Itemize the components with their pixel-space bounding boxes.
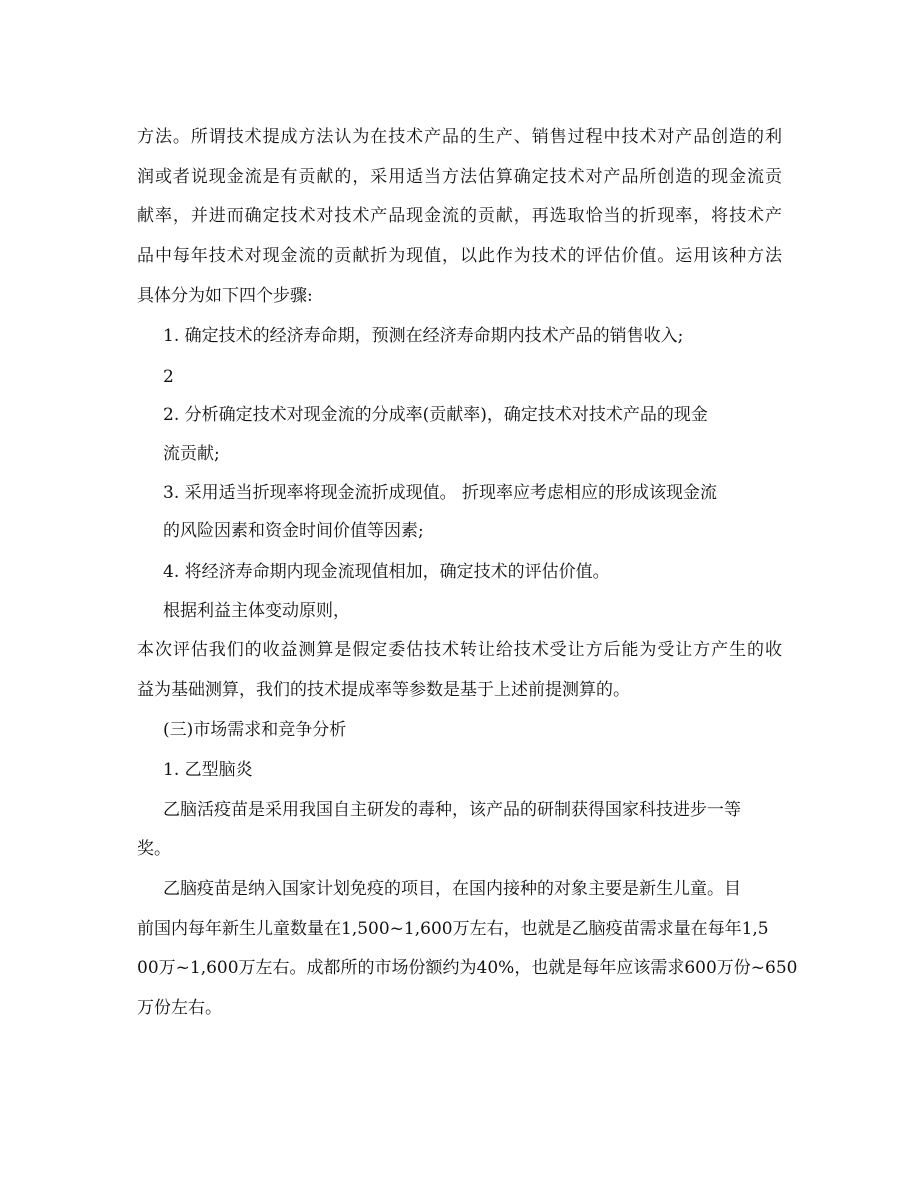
list-item-step-1: 1. 确定技术的经济寿命期，预测在经济寿命期内技术产品的销售收入; (163, 326, 684, 346)
section-heading: (三)市场需求和竞争分析 (163, 720, 347, 740)
paragraph-line: 品中每年技术对现金流的贡献折为现值，以此作为技术的评估价值。运用该种方法 (137, 246, 782, 266)
paragraph-line: 本次评估我们的收益测算是假定委估技术转让给技术受让方后能为受让方产生的收 (137, 640, 782, 660)
paragraph-line: 根据利益主体变动原则， (163, 601, 350, 621)
paragraph-line: 万份左右。 (137, 998, 222, 1018)
paragraph-line: 献率，并进而确定技术对技术产品现金流的贡献，再选取恰当的折现率，将技术产 (137, 206, 782, 226)
list-item-step-3-continued: 的风险因素和资金时间价值等因素; (163, 521, 424, 541)
paragraph-line: 方法。所谓技术提成方法认为在技术产品的生产、销售过程中技术对产品创造的利 (137, 127, 782, 147)
list-item-step-4: 4. 将经济寿命期内现金流现值相加，确定技术的评估价值。 (163, 562, 610, 582)
list-item-step-2-continued: 流贡献; (163, 444, 220, 464)
page-number: 2 (163, 367, 174, 387)
paragraph-line: 益为基础测算，我们的技术提成率等参数是基于上述前提测算的。 (137, 680, 630, 700)
paragraph-line: 乙脑疫苗是纳入国家计划免疫的项目，在国内接种的对象主要是新生儿童。目 (163, 879, 741, 899)
list-item-step-3: 3. 采用适当折现率将现金流折成现值。 折现率应考虑相应的形成该现金流 (163, 483, 718, 503)
paragraph-line: 前国内每年新生儿童数量在1,500~1,600万左右，也就是乙脑疫苗需求量在每年1,5 (137, 919, 769, 939)
paragraph-line: 00万~1,600万左右。成都所的市场份额约为40%，也就是每年应该需求600万份~650 (137, 958, 798, 978)
paragraph-line: 乙脑活疫苗是采用我国自主研发的毒种，该产品的研制获得国家科技进步一等 (163, 800, 741, 820)
paragraph-line: 润或者说现金流是有贡献的，采用适当方法估算确定技术对产品所创造的现金流贡 (137, 167, 782, 187)
paragraph-line: 奖。 (137, 839, 171, 859)
subsection-heading: 1. 乙型脑炎 (163, 760, 253, 780)
paragraph-line: 具体分为如下四个步骤: (137, 286, 313, 306)
list-item-step-2: 2. 分析确定技术对现金流的分成率(贡献率)，确定技术对技术产品的现金 (163, 405, 708, 425)
